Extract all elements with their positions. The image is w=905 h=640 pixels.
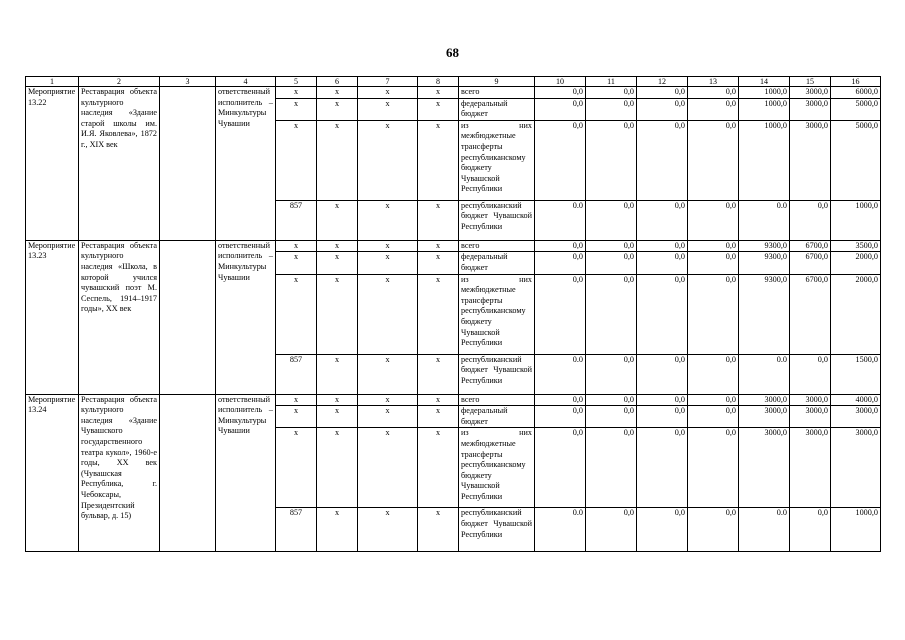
code-cell: x: [317, 394, 358, 406]
code-cell: x: [418, 274, 459, 354]
code-cell: x: [317, 87, 358, 99]
column-header: 1: [26, 77, 79, 87]
value-cell: 1000,0: [831, 200, 881, 240]
value-cell: 0,0: [586, 428, 637, 508]
value-cell: 0.0: [739, 354, 790, 394]
column-header: 2: [79, 77, 160, 87]
funding-source: федеральный бюджет: [459, 252, 535, 274]
value-cell: 3000,0: [739, 406, 790, 428]
value-cell: 0,0: [586, 252, 637, 274]
value-cell: 0,0: [535, 240, 586, 252]
column-header: 9: [459, 77, 535, 87]
value-cell: 1000,0: [739, 120, 790, 200]
funding-source: всего: [459, 87, 535, 99]
funding-source: республиканский бюджет Чувашской Республики: [459, 508, 535, 552]
column-header: 8: [418, 77, 459, 87]
code-cell: x: [358, 406, 418, 428]
code-cell: x: [317, 120, 358, 200]
value-cell: 0.0: [535, 200, 586, 240]
value-cell: 0,0: [535, 120, 586, 200]
measure-col3: [160, 394, 216, 552]
column-header: 6: [317, 77, 358, 87]
code-cell: x: [418, 87, 459, 99]
value-cell: 0.0: [739, 508, 790, 552]
value-cell: 1000,0: [831, 508, 881, 552]
value-cell: 0,0: [688, 394, 739, 406]
value-cell: 9300,0: [739, 240, 790, 252]
value-cell: 0,0: [586, 98, 637, 120]
value-cell: 0,0: [688, 240, 739, 252]
code-cell: x: [276, 428, 317, 508]
value-cell: 0,0: [637, 428, 688, 508]
value-cell: 3000,0: [790, 406, 831, 428]
column-header: 14: [739, 77, 790, 87]
value-cell: 0,0: [637, 508, 688, 552]
value-cell: 0,0: [586, 120, 637, 200]
value-cell: 3000,0: [739, 428, 790, 508]
funding-source: из них межбюджетные трансферты республиканскому бюджету Чувашской Республики: [459, 428, 535, 508]
code-cell: x: [317, 200, 358, 240]
code-cell: x: [358, 120, 418, 200]
value-cell: 0.0: [739, 200, 790, 240]
measure-responsible: ответственный исполнитель – Минкультуры Чувашии: [216, 394, 276, 552]
value-cell: 0,0: [790, 354, 831, 394]
value-cell: 0,0: [688, 98, 739, 120]
code-cell: x: [276, 98, 317, 120]
column-header: 12: [637, 77, 688, 87]
value-cell: 0,0: [688, 252, 739, 274]
value-cell: 0,0: [535, 394, 586, 406]
code-cell: x: [317, 98, 358, 120]
code-cell: x: [317, 252, 358, 274]
value-cell: 0,0: [586, 200, 637, 240]
column-header: 15: [790, 77, 831, 87]
code-cell: x: [317, 240, 358, 252]
header-row: [26, 77, 881, 87]
funding-source: всего: [459, 240, 535, 252]
value-cell: 3000,0: [831, 428, 881, 508]
funding-source: всего: [459, 394, 535, 406]
value-cell: 1000,0: [739, 98, 790, 120]
value-cell: 0,0: [637, 354, 688, 394]
measure-id: Мероприятие 13.24: [26, 394, 79, 552]
value-cell: 0,0: [586, 394, 637, 406]
value-cell: 9300,0: [739, 274, 790, 354]
measure-name: Реставрация объекта культурного наследия «Здание Чувашского государственного театра кукол», 1960-е годы, XX век (Чувашская Республика, г. Чебоксары, Президентский бульвар, д. 15): [79, 394, 160, 552]
funding-source: из них межбюджетные трансферты республиканскому бюджету Чувашской Республики: [459, 120, 535, 200]
value-cell: 0,0: [637, 394, 688, 406]
code-cell: x: [358, 252, 418, 274]
code-cell: x: [276, 406, 317, 428]
value-cell: 6000,0: [831, 87, 881, 99]
value-cell: 3000,0: [790, 428, 831, 508]
funding-source: республиканский бюджет Чувашской Республики: [459, 200, 535, 240]
value-cell: 0,0: [586, 274, 637, 354]
value-cell: 5000,0: [831, 120, 881, 200]
value-cell: 0,0: [586, 508, 637, 552]
code-cell: x: [358, 200, 418, 240]
value-cell: 0,0: [586, 354, 637, 394]
code-cell: x: [276, 120, 317, 200]
measure-name: Реставрация объекта культурного наследия «Здание старой школы им. И.Я. Яковлева», 1872 г., XIX век: [79, 87, 160, 241]
measure-responsible: ответственный исполнитель – Минкультуры Чувашии: [216, 240, 276, 394]
code-cell: 857: [276, 354, 317, 394]
code-cell: x: [418, 406, 459, 428]
value-cell: 0,0: [535, 428, 586, 508]
value-cell: 3000,0: [790, 394, 831, 406]
budget-table: [25, 76, 881, 552]
table-row: [26, 240, 881, 252]
measure-id: Мероприятие 13.23: [26, 240, 79, 394]
value-cell: 0,0: [637, 120, 688, 200]
value-cell: 0,0: [535, 87, 586, 99]
value-cell: 6700,0: [790, 274, 831, 354]
measure-id: Мероприятие 13.22: [26, 87, 79, 241]
code-cell: x: [317, 428, 358, 508]
code-cell: x: [276, 252, 317, 274]
code-cell: x: [358, 354, 418, 394]
value-cell: 3000,0: [790, 120, 831, 200]
column-header: 10: [535, 77, 586, 87]
code-cell: x: [317, 354, 358, 394]
value-cell: 0.0: [535, 508, 586, 552]
code-cell: 857: [276, 200, 317, 240]
table-row: [26, 394, 881, 406]
value-cell: 0,0: [535, 98, 586, 120]
measure-name: Реставрация объекта культурного наследия «Школа, в которой учился чувашский поэт М. Сеспель, 1914–1917 годы», XX век: [79, 240, 160, 394]
value-cell: 0,0: [535, 252, 586, 274]
value-cell: 0,0: [586, 87, 637, 99]
value-cell: 0,0: [688, 508, 739, 552]
code-cell: x: [418, 428, 459, 508]
value-cell: 0,0: [790, 200, 831, 240]
value-cell: 0,0: [637, 274, 688, 354]
value-cell: 0,0: [688, 406, 739, 428]
code-cell: x: [276, 87, 317, 99]
value-cell: 0,0: [637, 406, 688, 428]
value-cell: 0,0: [688, 428, 739, 508]
value-cell: 0,0: [688, 200, 739, 240]
code-cell: x: [276, 274, 317, 354]
value-cell: 3000,0: [739, 394, 790, 406]
value-cell: 0,0: [790, 508, 831, 552]
funding-source: из них межбюджетные трансферты республиканскому бюджету Чувашской Республики: [459, 274, 535, 354]
code-cell: x: [358, 240, 418, 252]
value-cell: 2000,0: [831, 274, 881, 354]
value-cell: 0,0: [688, 354, 739, 394]
table-row: [26, 87, 881, 99]
value-cell: 0,0: [535, 274, 586, 354]
funding-source: федеральный бюджет: [459, 98, 535, 120]
code-cell: x: [418, 394, 459, 406]
code-cell: x: [358, 274, 418, 354]
code-cell: x: [358, 428, 418, 508]
code-cell: x: [358, 394, 418, 406]
value-cell: 3000,0: [831, 406, 881, 428]
value-cell: 0,0: [637, 98, 688, 120]
value-cell: 0,0: [586, 406, 637, 428]
value-cell: 1000,0: [739, 87, 790, 99]
value-cell: 4000,0: [831, 394, 881, 406]
value-cell: 0,0: [637, 240, 688, 252]
column-header: 11: [586, 77, 637, 87]
measure-col3: [160, 240, 216, 394]
code-cell: x: [418, 98, 459, 120]
value-cell: 5000,0: [831, 98, 881, 120]
code-cell: x: [276, 240, 317, 252]
value-cell: 0,0: [535, 406, 586, 428]
code-cell: x: [418, 354, 459, 394]
code-cell: x: [358, 98, 418, 120]
funding-source: республиканский бюджет Чувашской Республики: [459, 354, 535, 394]
code-cell: x: [358, 87, 418, 99]
measure-col3: [160, 87, 216, 241]
code-cell: x: [317, 508, 358, 552]
value-cell: 0,0: [688, 87, 739, 99]
code-cell: x: [358, 508, 418, 552]
column-header: 13: [688, 77, 739, 87]
value-cell: 0,0: [688, 120, 739, 200]
value-cell: 6700,0: [790, 252, 831, 274]
value-cell: 3000,0: [790, 87, 831, 99]
value-cell: 1500,0: [831, 354, 881, 394]
value-cell: 0,0: [637, 87, 688, 99]
code-cell: x: [418, 252, 459, 274]
code-cell: x: [418, 240, 459, 252]
value-cell: 6700,0: [790, 240, 831, 252]
column-header: 7: [358, 77, 418, 87]
code-cell: x: [418, 200, 459, 240]
page-number: 68: [446, 45, 459, 60]
column-header: 3: [160, 77, 216, 87]
code-cell: x: [276, 394, 317, 406]
value-cell: 0,0: [637, 200, 688, 240]
value-cell: 0,0: [637, 252, 688, 274]
code-cell: x: [418, 508, 459, 552]
funding-source: федеральный бюджет: [459, 406, 535, 428]
column-header: 16: [831, 77, 881, 87]
code-cell: x: [317, 406, 358, 428]
value-cell: 0,0: [688, 274, 739, 354]
column-header: 5: [276, 77, 317, 87]
value-cell: 0.0: [535, 354, 586, 394]
code-cell: x: [317, 274, 358, 354]
value-cell: 9300,0: [739, 252, 790, 274]
code-cell: 857: [276, 508, 317, 552]
measure-responsible: ответственный исполнитель – Минкультуры Чувашии: [216, 87, 276, 241]
code-cell: x: [418, 120, 459, 200]
table-body: [26, 77, 881, 552]
value-cell: 3000,0: [790, 98, 831, 120]
value-cell: 0,0: [586, 240, 637, 252]
value-cell: 3500,0: [831, 240, 881, 252]
value-cell: 2000,0: [831, 252, 881, 274]
column-header: 4: [216, 77, 276, 87]
